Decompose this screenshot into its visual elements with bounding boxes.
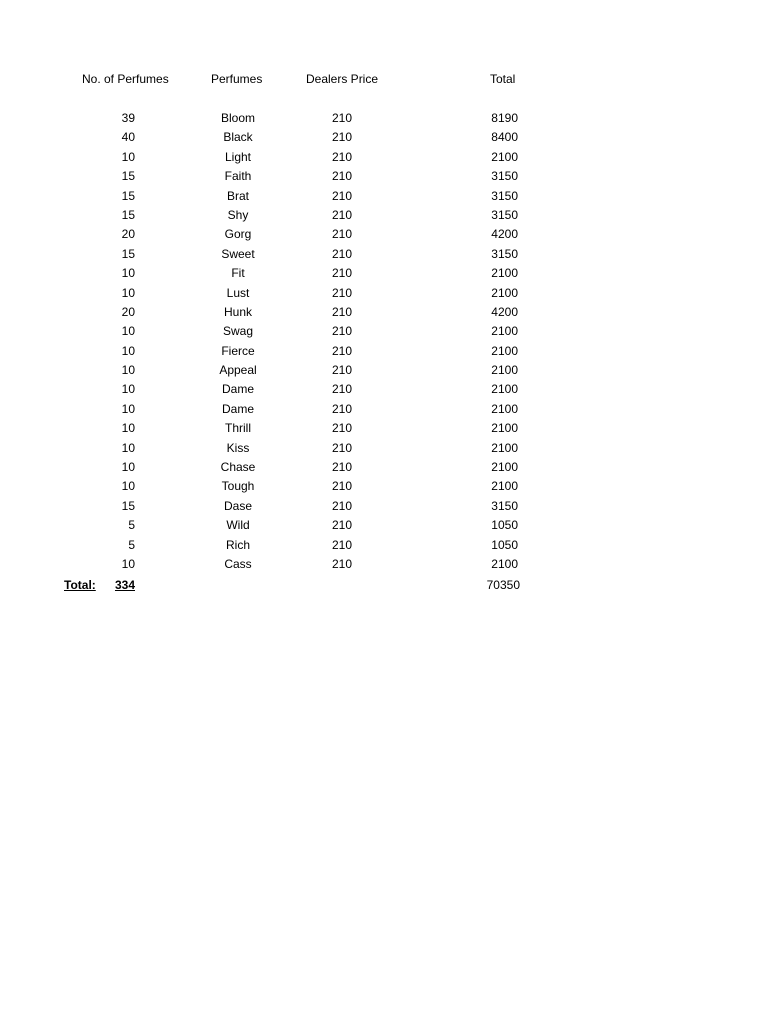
table-row [0, 499, 768, 518]
cell-dealers-price: 210 [331, 460, 353, 475]
table-row [0, 247, 768, 266]
cell-total: 2100 [491, 382, 518, 397]
cell-count: 10 [121, 401, 135, 416]
cell-dealers-price: 210 [331, 266, 353, 281]
cell-count: 10 [121, 556, 135, 571]
cell-total: 2100 [491, 324, 518, 339]
cell-total: 2100 [491, 479, 518, 494]
cell-count: 10 [121, 460, 135, 475]
table-row [0, 382, 768, 401]
cell-dealers-price: 210 [331, 246, 353, 261]
cell-total: 2100 [491, 149, 518, 164]
cell-perfume-name: Shy [227, 207, 249, 222]
cell-dealers-price: 210 [331, 382, 353, 397]
table-row [0, 150, 768, 169]
cell-dealers-price: 210 [331, 111, 353, 125]
table-row [0, 130, 768, 149]
table-row [0, 227, 768, 246]
table-row [0, 460, 768, 479]
cell-count: 15 [121, 188, 135, 203]
cell-perfume-name: Lust [226, 285, 250, 300]
cell-count: 10 [121, 285, 135, 300]
cell-total: 2100 [491, 266, 518, 281]
cell-perfume-name: Tough [221, 479, 255, 494]
table-row [0, 324, 768, 343]
cell-dealers-price: 210 [331, 518, 353, 533]
cell-count: 10 [121, 149, 135, 164]
cell-dealers-price: 210 [331, 421, 353, 436]
cell-dealers-price: 210 [331, 304, 353, 319]
cell-total: 2100 [491, 401, 518, 416]
cell-perfume-name: Cass [224, 556, 252, 571]
table-row [0, 344, 768, 363]
total-label: Total: [64, 578, 96, 592]
cell-dealers-price: 210 [331, 556, 353, 571]
cell-count: 10 [121, 382, 135, 397]
cell-count: 15 [121, 498, 135, 513]
cell-dealers-price: 210 [331, 207, 353, 222]
table-row [0, 169, 768, 188]
cell-count: 15 [121, 207, 135, 222]
total-perfume-count: 334 [114, 578, 135, 592]
cell-total: 2100 [491, 285, 518, 300]
header-count: No. of Perfumes [82, 72, 169, 86]
cell-perfume-name: Fit [231, 266, 245, 281]
cell-total: 3150 [491, 169, 518, 184]
table-row [0, 441, 768, 460]
cell-total: 8400 [491, 130, 518, 145]
table-row [0, 111, 768, 130]
cell-perfume-name: Chase [220, 460, 256, 475]
table-row [0, 363, 768, 382]
cell-perfume-name: Light [224, 149, 252, 164]
cell-total: 3150 [491, 207, 518, 222]
table-row [0, 266, 768, 285]
header-dealers-price: Dealers Price [306, 72, 379, 86]
cell-count: 5 [128, 518, 135, 533]
table-row [0, 421, 768, 440]
cell-perfume-name: Brat [226, 188, 249, 203]
cell-total: 3150 [491, 246, 518, 261]
header-total: Total [490, 72, 516, 86]
cell-count: 10 [121, 479, 135, 494]
cell-perfume-name: Dame [221, 401, 254, 416]
cell-dealers-price: 210 [331, 169, 353, 184]
cell-perfume-name: Kiss [226, 440, 250, 455]
cell-total: 8190 [491, 111, 518, 125]
cell-total: 2100 [491, 343, 518, 358]
cell-count: 40 [121, 130, 135, 145]
cell-count: 15 [121, 246, 135, 261]
cell-dealers-price: 210 [331, 227, 353, 242]
table-row [0, 518, 768, 537]
cell-total: 4200 [491, 304, 518, 319]
cell-perfume-name: Sweet [221, 246, 255, 261]
cell-count: 15 [121, 169, 135, 184]
cell-perfume-name: Thrill [225, 421, 251, 436]
cell-perfume-name: Wild [226, 518, 250, 533]
cell-dealers-price: 210 [331, 498, 353, 513]
table-row [0, 286, 768, 305]
cell-count: 10 [121, 363, 135, 378]
cell-count: 10 [121, 421, 135, 436]
cell-count: 10 [121, 266, 135, 281]
table-body [0, 111, 768, 576]
table-row [0, 305, 768, 324]
cell-perfume-name: Appeal [219, 363, 257, 378]
cell-total: 2100 [491, 440, 518, 455]
cell-dealers-price: 210 [331, 343, 353, 358]
cell-dealers-price: 210 [331, 149, 353, 164]
cell-perfume-name: Bloom [220, 111, 255, 125]
cell-dealers-price: 210 [331, 537, 353, 552]
cell-dealers-price: 210 [331, 479, 353, 494]
cell-total: 2100 [491, 363, 518, 378]
cell-total: 1050 [491, 537, 518, 552]
cell-total: 1050 [491, 518, 518, 533]
cell-dealers-price: 210 [331, 440, 353, 455]
cell-count: 10 [121, 343, 135, 358]
cell-total: 4200 [491, 227, 518, 242]
table-row [0, 557, 768, 576]
table-row [0, 538, 768, 557]
cell-count: 39 [121, 111, 135, 125]
cell-perfume-name: Rich [225, 537, 250, 552]
header-perfume-name: Perfumes [211, 72, 263, 86]
cell-perfume-name: Black [223, 130, 253, 145]
table-row [0, 208, 768, 227]
cell-perfume-name: Fierce [221, 343, 255, 358]
cell-count: 10 [121, 440, 135, 455]
cell-total: 2100 [491, 421, 518, 436]
cell-dealers-price: 210 [331, 324, 353, 339]
cell-perfume-name: Dame [221, 382, 254, 397]
cell-dealers-price: 210 [331, 401, 353, 416]
cell-dealers-price: 210 [331, 363, 353, 378]
cell-count: 10 [121, 324, 135, 339]
cell-total: 3150 [491, 498, 518, 513]
cell-perfume-name: Hunk [223, 304, 252, 319]
table-row [0, 189, 768, 208]
cell-perfume-name: Faith [224, 169, 252, 184]
table-row [0, 402, 768, 421]
cell-total: 3150 [491, 188, 518, 203]
cell-dealers-price: 210 [331, 130, 353, 145]
cell-perfume-name: Gorg [224, 227, 252, 242]
cell-dealers-price: 210 [331, 285, 353, 300]
cell-perfume-name: Swag [222, 324, 254, 339]
cell-perfume-name: Dase [223, 498, 252, 513]
cell-count: 20 [121, 227, 135, 242]
cell-total: 2100 [491, 556, 518, 571]
cell-dealers-price: 210 [331, 188, 353, 203]
grand-total: 70350 [486, 578, 520, 592]
cell-count: 5 [128, 537, 135, 552]
table-row [0, 479, 768, 498]
cell-total: 2100 [491, 460, 518, 475]
cell-count: 20 [121, 304, 135, 319]
